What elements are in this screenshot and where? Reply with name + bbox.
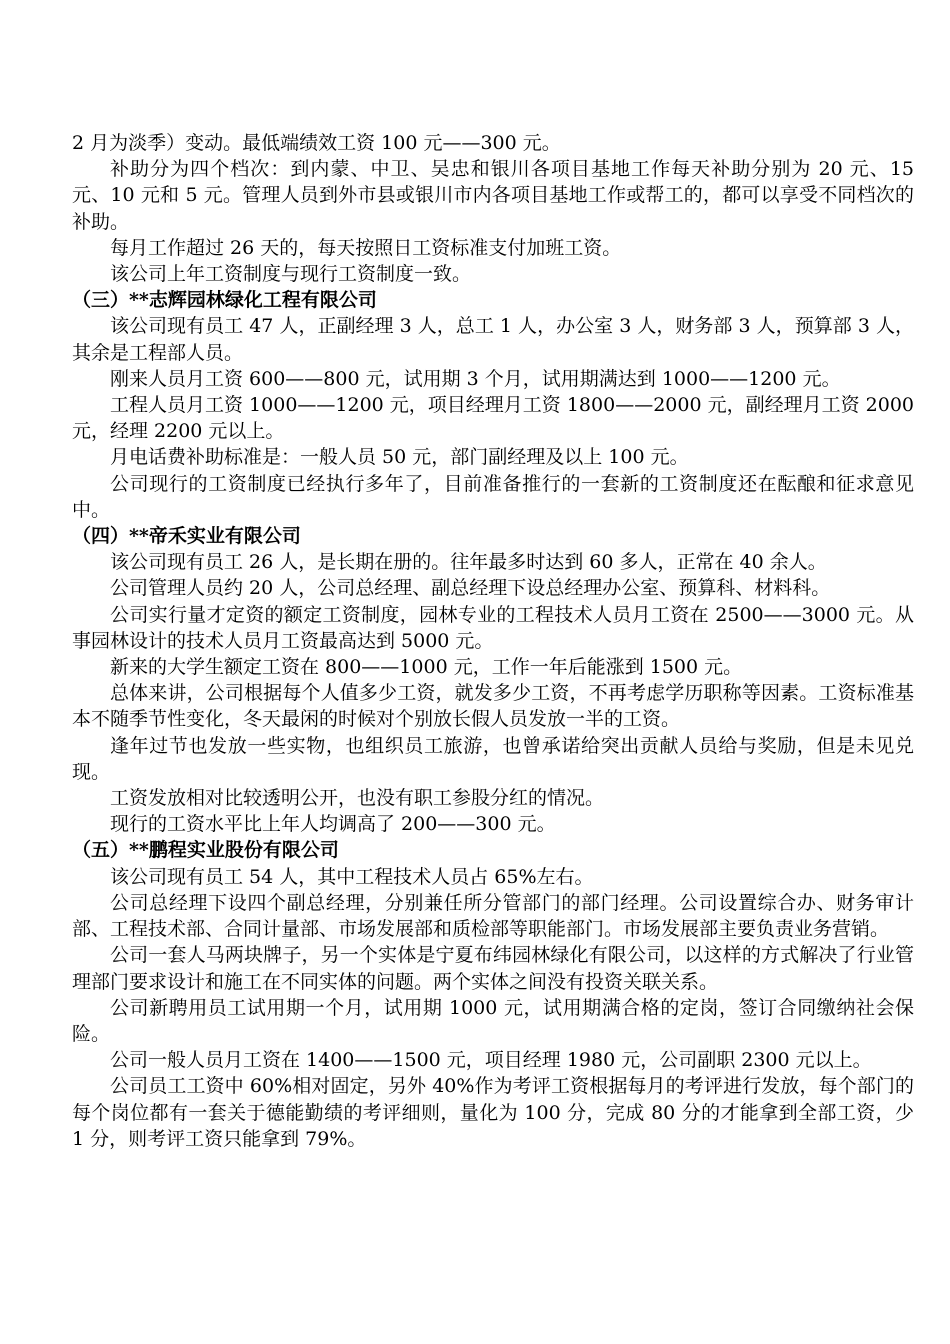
- section-heading-5: （五）**鹏程实业股份有限公司: [72, 839, 339, 862]
- paragraph: 公司一般人员月工资在 1400——1500 元，项目经理 1980 元，公司副职 2300 元以上。: [110, 1049, 872, 1072]
- paragraph: 该公司现有员工 54 人，其中工程技术人员占 65%左右。: [110, 865, 594, 888]
- paragraph: 该公司现有员工 47 人，正副经理 3 人，总工 1 人，办公室 3 人，财务部 3 人，预算部 3 人，其余是工程部人员。: [72, 315, 914, 364]
- paragraph: 新来的大学生额定工资在 800——1000 元，工作一年后能涨到 1500 元。: [110, 656, 743, 679]
- paragraph: 工资发放相对比较透明公开，也没有职工参股分红的情况。: [110, 787, 605, 810]
- section-heading-3: （三）**志辉园林绿化工程有限公司: [72, 289, 377, 312]
- paragraph: 月电话费补助标准是：一般人员 50 元，部门副经理及以上 100 元。: [110, 446, 689, 469]
- paragraph-subsidy: 补助分为四个档次：到内蒙、中卫、吴忠和银川各项目基地工作每天补助分别为 20 元、15 元、10 元和 5 元。管理人员到外市县或银川市内各项目基地工作或帮工的，都可以享受不同档次的补助。: [72, 158, 914, 233]
- document-page: [72, 130, 914, 1152]
- paragraph: 公司总经理下设四个副总经理，分别兼任所分管部门的部门经理。公司设置综合办、财务审计部、工程技术部、合同计量部、市场发展部和质检部等职能部门。市场发展部主要负责业务营销。: [72, 891, 914, 941]
- paragraph: 公司员工工资中 60%相对固定，另外 40%作为考评工资根据每月的考评进行发放，每个部门的每个岗位都有一套关于德能勤绩的考评细则，量化为 100 分，完成 80 分的才能拿到全部工资，少 1 分，则考评工资只能拿到 79%。: [72, 1075, 914, 1150]
- paragraph-overtime: 每月工作超过 26 天的，每天按照日工资标准支付加班工资。: [110, 236, 622, 259]
- paragraph: 公司管理人员约 20 人，公司总经理、副总经理下设总经理办公室、预算科、材料科。: [110, 577, 831, 600]
- paragraph: 公司实行量才定资的额定工资制度，园林专业的工程技术人员月工资在 2500——3000 元。从事园林设计的技术人员月工资最高达到 5000 元。: [72, 603, 914, 652]
- paragraph: 总体来讲，公司根据每个人值多少工资，就发多少工资，不再考虑学历职称等因素。工资标准基本不随季节性变化，冬天最闲的时候对个别放长假人员发放一半的工资。: [72, 682, 914, 731]
- paragraph: 该公司现有员工 26 人，是长期在册的。往年最多时达到 60 多人，正常在 40 余人。: [110, 551, 827, 574]
- paragraph: 工程人员月工资 1000——1200 元，项目经理月工资 1800——2000 元，副经理月工资 2000 元，经理 2200 元以上。: [72, 394, 914, 443]
- paragraph: 公司新聘用员工试用期一个月，试用期 1000 元，试用期满合格的定岗，签订合同缴纳社会保险。: [72, 996, 914, 1045]
- paragraph-wage-system: 该公司上年工资制度与现行工资制度一致。: [110, 263, 472, 286]
- paragraph: 公司现行的工资制度已经执行多年了，目前准备推行的一套新的工资制度还在酝酿和征求意见中。: [72, 472, 914, 521]
- section-heading-4: （四）**帝禾实业有限公司: [72, 525, 301, 548]
- paragraph: 刚来人员月工资 600——800 元，试用期 3 个月，试用期满达到 1000——1200 元。: [110, 367, 841, 390]
- paragraph-continuation: 2 月为淡季）变动。最低端绩效工资 100 元——300 元。: [72, 132, 561, 154]
- paragraph: 公司一套人马两块牌子，另一个实体是宁夏布纬园林绿化有限公司，以这样的方式解决了行业管理部门要求设计和施工在不同实体的问题。两个实体之间没有投资关联关系。: [72, 944, 914, 993]
- paragraph: 逢年过节也发放一些实物，也组织员工旅游，也曾承诺给突出贡献人员给与奖励，但是未见兑现。: [72, 734, 914, 783]
- paragraph: 现行的工资水平比上年人均调高了 200——300 元。: [110, 813, 556, 836]
